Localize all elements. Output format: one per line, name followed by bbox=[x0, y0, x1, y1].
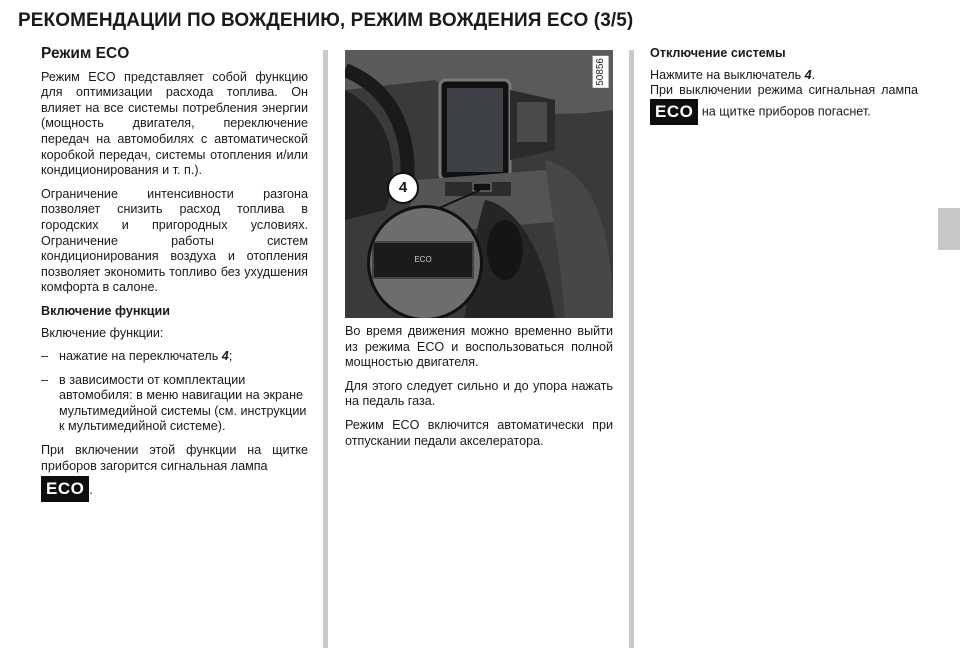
page-title bbox=[18, 10, 938, 32]
eco-warning-lamp-icon: ECO bbox=[41, 476, 89, 502]
deactivate-instruction bbox=[650, 68, 918, 84]
section-heading-eco-mode: Режим ECO bbox=[41, 45, 130, 62]
subheading-activation: Включение функции bbox=[41, 303, 170, 318]
warning-lamp-paragraph: При включении этой функции на щитке приборов загорится сигнальная лампа bbox=[41, 443, 308, 473]
dashboard-photo bbox=[345, 50, 613, 318]
acceleration-limit-paragraph: Ограничение интенсивности разгона позволяет снизить расход топлива в городских и пригородных условиях. Ограничение работы систем кондиционирования воздуха и отопления позволяет экономить топливо без ухудшения комфорта в салоне. bbox=[41, 186, 308, 295]
column-divider-right bbox=[629, 50, 634, 648]
eco-description-paragraph: Режим ECO представляет собой функцию для оптимизации расхода топлива. Он влияет на все системы потребления энергии (мощность двигателя, переключение передач на автомобилях с автоматической коробкой передач, системы отопления и/или кондиционирования и т. п.). bbox=[41, 69, 308, 178]
dash-marker: – bbox=[41, 349, 49, 364]
lamp-off-start: При выключении режима сигнальная лампа bbox=[650, 83, 918, 98]
dash-marker: – bbox=[41, 372, 49, 387]
deactivate-instruction-text: Нажмите на выключатель bbox=[650, 67, 802, 82]
bullet-switch-end: ; bbox=[228, 349, 233, 364]
lamp-off-end: на щитке приборов погаснет. bbox=[701, 104, 871, 119]
zoom-inset bbox=[367, 205, 483, 318]
switch-number: 4 bbox=[804, 67, 812, 82]
list-item bbox=[41, 349, 308, 365]
callout-number-4: 4 bbox=[387, 172, 419, 204]
bullet-navigation-text: в зависимости от комплектации автомобиля: в меню навигации на экране мультимедийной системы (см. инструкции к мультимедийной системе). bbox=[59, 372, 307, 434]
press-pedal-paragraph: Для этого следует сильно и до упора нажать на педаль газа. bbox=[345, 378, 613, 409]
activation-intro: Включение функции: bbox=[41, 325, 164, 340]
temporary-exit-paragraph: Во время движения можно временно выйти из режима ECO и воспользоваться полной мощностью двигателя. bbox=[345, 324, 613, 370]
bullet-switch-text bbox=[59, 349, 308, 365]
eco-warning-lamp-icon: ECO bbox=[650, 99, 698, 125]
list-item bbox=[41, 373, 308, 435]
column-left bbox=[41, 42, 308, 502]
title-text: РЕКОМЕНДАЦИИ ПО ВОЖДЕНИЮ, РЕЖИМ ВОЖДЕНИЯ ECO bbox=[18, 10, 589, 31]
eco-switch-button-icon: ECO bbox=[372, 241, 474, 279]
column-divider-left bbox=[323, 50, 328, 648]
switch-number: 4 bbox=[221, 349, 229, 364]
subheading-deactivation: Отключение системы bbox=[650, 46, 786, 60]
title-page-counter: (3/5) bbox=[593, 10, 634, 31]
bullet-switch-label: нажатие на переключатель bbox=[59, 349, 219, 364]
column-middle bbox=[345, 50, 613, 457]
lamp-off-paragraph bbox=[650, 83, 918, 125]
column-right bbox=[650, 42, 918, 133]
lamp-row-end: . bbox=[89, 483, 93, 498]
figure-number: 50856 bbox=[593, 56, 609, 88]
auto-resume-paragraph: Режим ECO включится автоматически при отпускании педали акселератора. bbox=[345, 417, 613, 448]
deactivate-instruction-end: . bbox=[811, 67, 816, 82]
eco-lamp-row bbox=[41, 476, 308, 502]
section-thumb-tab bbox=[938, 208, 960, 250]
